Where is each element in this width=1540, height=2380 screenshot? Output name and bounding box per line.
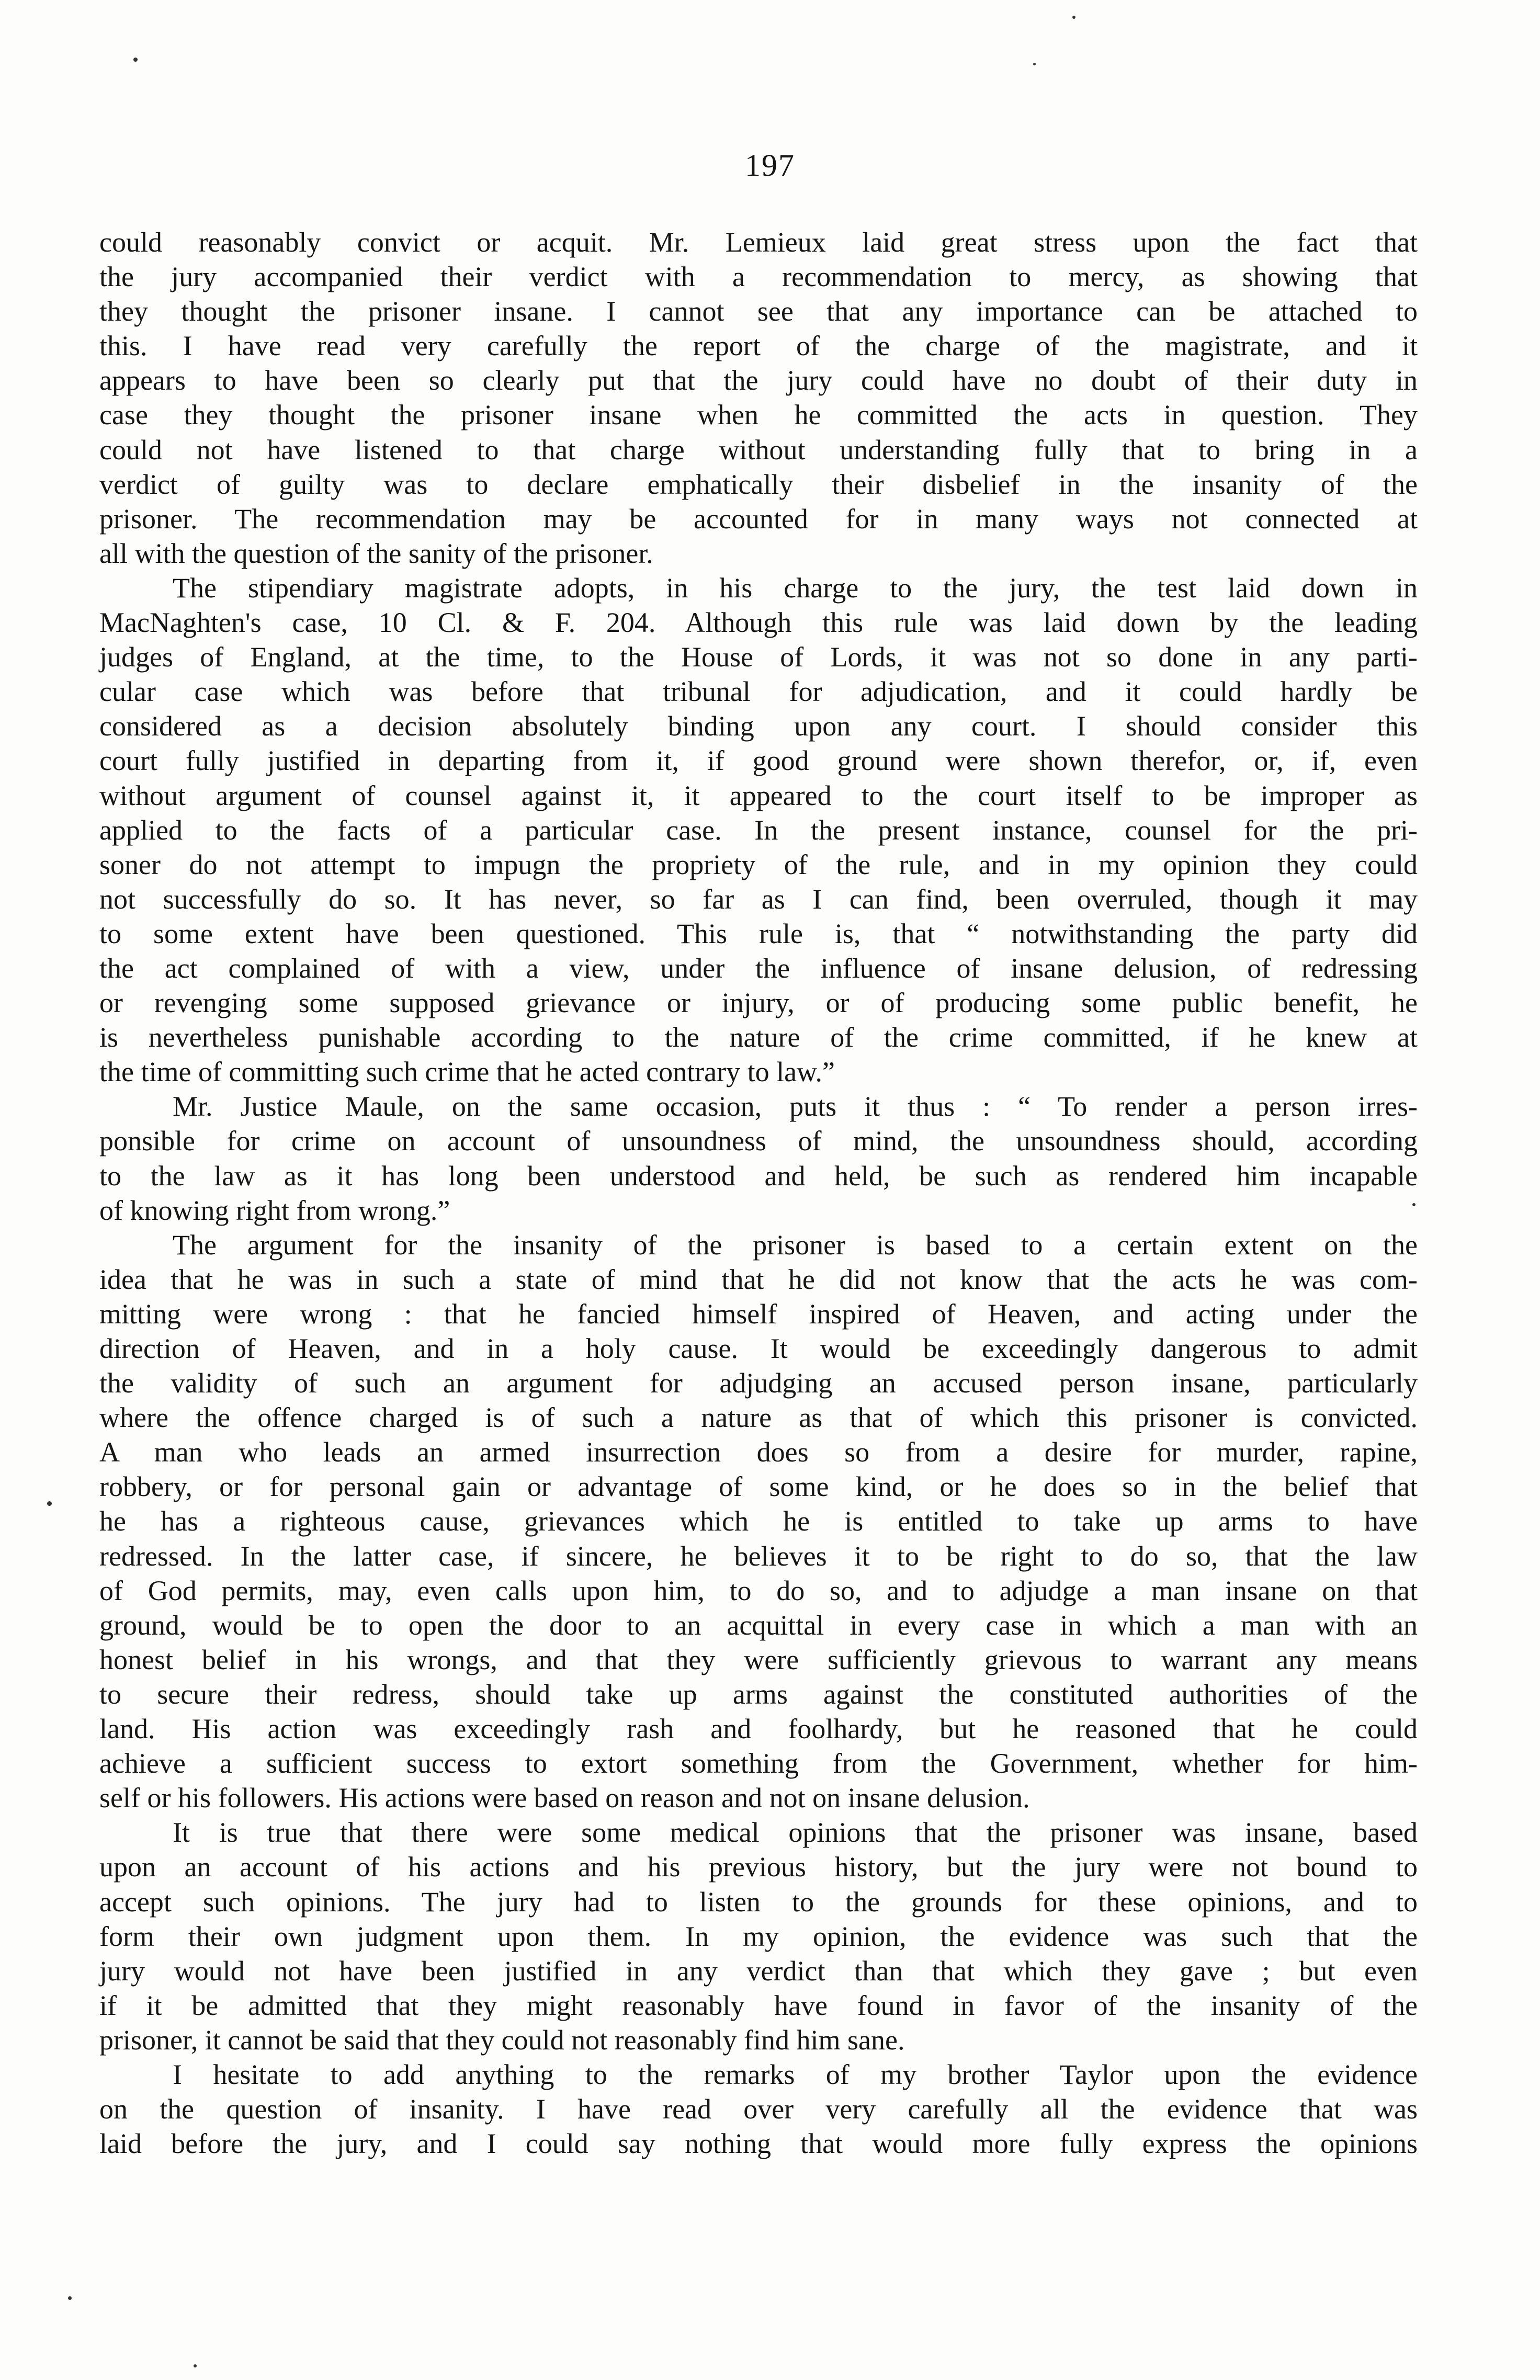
text-line: applied to the facts of a particular case. In the present instance, counsel for the pri- [99, 814, 1418, 846]
text-line: verdict of guilty was to declare emphatically their disbelief in the insanity of the [99, 468, 1418, 500]
text-line: achieve a sufficient success to extort something from the Government, whether for him- [99, 1748, 1418, 1780]
text-line: prisoner. The recommendation may be accounted for in many ways not connected at [99, 503, 1418, 535]
text-line: laid before the jury, and I could say nothing that would more fully express the opinions [99, 2128, 1418, 2160]
scan-speck [194, 2364, 197, 2367]
text-line: idea that he was in such a state of mind that he did not know that the acts he was com- [99, 1263, 1418, 1295]
text-line: to some extent have been questioned. This rule is, that “ notwithstanding the party did [99, 917, 1418, 949]
text-line: without argument of counsel against it, it appeared to the court itself to be improper as [99, 779, 1418, 811]
text-line: of knowing right from wrong.” [99, 1194, 450, 1226]
text-line: Mr. Justice Maule, on the same occasion, puts it thus : “ To render a person irres- [173, 1091, 1418, 1123]
text-line: MacNaghten's case, 10 Cl. & F. 204. Although this rule was laid down by the leading [99, 607, 1418, 639]
text-line: form their own judgment upon them. In my opinion, the evidence was such that the [99, 1920, 1418, 1952]
text-line: accept such opinions. The jury had to listen to the grounds for these opinions, and to [99, 1886, 1418, 1918]
text-line: the time of committing such crime that he acted contrary to law.” [99, 1056, 835, 1088]
text-line: upon an account of his actions and his previous history, but the jury were not bound to [99, 1851, 1418, 1883]
text-line: case they thought the prisoner insane when he committed the acts in question. They [99, 399, 1418, 431]
text-line: where the offence charged is of such a nature as that of which this prisoner is convicted. [99, 1402, 1418, 1434]
text-line: is nevertheless punishable according to the nature of the crime committed, if he knew at [99, 1022, 1418, 1053]
text-line: he has a righteous cause, grievances which he is entitled to take up arms to have [99, 1505, 1418, 1537]
text-line: honest belief in his wrongs, and that they were sufficiently grievous to warrant any means [99, 1644, 1418, 1675]
text-line: considered as a decision absolutely binding upon any court. I should consider this [99, 710, 1418, 742]
text-line: if it be admitted that they might reasonably have found in favor of the insanity of the [99, 1989, 1418, 2021]
text-line: jury would not have been justified in any verdict than that which they gave ; but even [99, 1955, 1418, 1987]
text-line: on the question of insanity. I have read over very carefully all the evidence that was [99, 2093, 1418, 2125]
body-text [99, 225, 1418, 2161]
text-line: this. I have read very carefully the report of the charge of the magistrate, and it [99, 330, 1418, 362]
text-line: could not have listened to that charge without understanding fully that to bring in a [99, 434, 1418, 466]
text-line: of God permits, may, even calls upon him, to do so, and to adjudge a man insane on that [99, 1574, 1418, 1606]
text-line: A man who leads an armed insurrection does so from a desire for murder, rapine, [99, 1436, 1418, 1468]
text-line: to secure their redress, should take up arms against the constituted authorities of the [99, 1678, 1418, 1710]
text-line: cular case which was before that tribunal for adjudication, and it could hardly be [99, 676, 1418, 708]
text-line: the jury accompanied their verdict with a recommendation to mercy, as showing that [99, 261, 1418, 293]
text-line: robbery, or for personal gain or advantage of some kind, or he does so in the belief that [99, 1471, 1418, 1503]
text-line: appears to have been so clearly put that the jury could have no doubt of their duty in [99, 365, 1418, 396]
text-line: the validity of such an argument for adjudging an accused person insane, particularly [99, 1367, 1418, 1399]
text-line: to the law as it has long been understood and held, be such as rendered him incapable [99, 1160, 1418, 1192]
text-line: The argument for the insanity of the prisoner is based to a certain extent on the [173, 1229, 1418, 1261]
text-line: The stipendiary magistrate adopts, in his charge to the jury, the test laid down in [173, 572, 1418, 604]
text-line: soner do not attempt to impugn the propriety of the rule, and in my opinion they could [99, 848, 1418, 880]
text-line: ground, would be to open the door to an acquittal in every case in which a man with an [99, 1609, 1418, 1641]
text-line: land. His action was exceedingly rash and foolhardy, but he reasoned that he could [99, 1713, 1418, 1745]
text-line: judges of England, at the time, to the House of Lords, it was not so done in any parti- [99, 641, 1418, 673]
scan-speck [68, 2296, 72, 2300]
text-line: court fully justified in departing from it, if good ground were shown therefor, or, if, even [99, 745, 1418, 777]
text-line: could reasonably convict or acquit. Mr. Lemieux laid great stress upon the fact that [99, 226, 1418, 258]
text-line: ponsible for crime on account of unsoundness of mind, the unsoundness should, according [99, 1125, 1418, 1157]
page-number: 197 [745, 148, 795, 183]
text-line: I hesitate to add anything to the remarks of my brother Taylor upon the evidence [173, 2058, 1418, 2090]
scan-speck [1033, 63, 1036, 65]
text-line: they thought the prisoner insane. I cannot see that any importance can be attached to [99, 296, 1418, 327]
text-line: the act complained of with a view, under the influence of insane delusion, of redressing [99, 952, 1418, 984]
text-line: self or his followers. His actions were based on reason and not on insane delusion. [99, 1782, 1030, 1814]
text-line: direction of Heaven, and in a holy cause. It would be exceedingly dangerous to admit [99, 1333, 1418, 1364]
text-line: all with the question of the sanity of the prisoner. [99, 537, 653, 569]
scan-speck [1072, 16, 1075, 19]
text-line: prisoner, it cannot be said that they could not reasonably find him sane. [99, 2024, 905, 2056]
text-line: redressed. In the latter case, if sincere, he believes it to be right to do so, that the law [99, 1540, 1418, 1572]
scan-speck [1412, 1203, 1416, 1206]
text-line: not successfully do so. It has never, so far as I can find, been overruled, though it may [99, 883, 1418, 915]
scan-speck [133, 58, 138, 62]
text-line: or revenging some supposed grievance or injury, or of producing some public benefit, he [99, 987, 1418, 1019]
text-line: mitting were wrong : that he fancied himself inspired of Heaven, and acting under the [99, 1298, 1418, 1330]
scan-speck [47, 1501, 52, 1506]
text-line: It is true that there were some medical opinions that the prisoner was insane, based [173, 1817, 1418, 1849]
